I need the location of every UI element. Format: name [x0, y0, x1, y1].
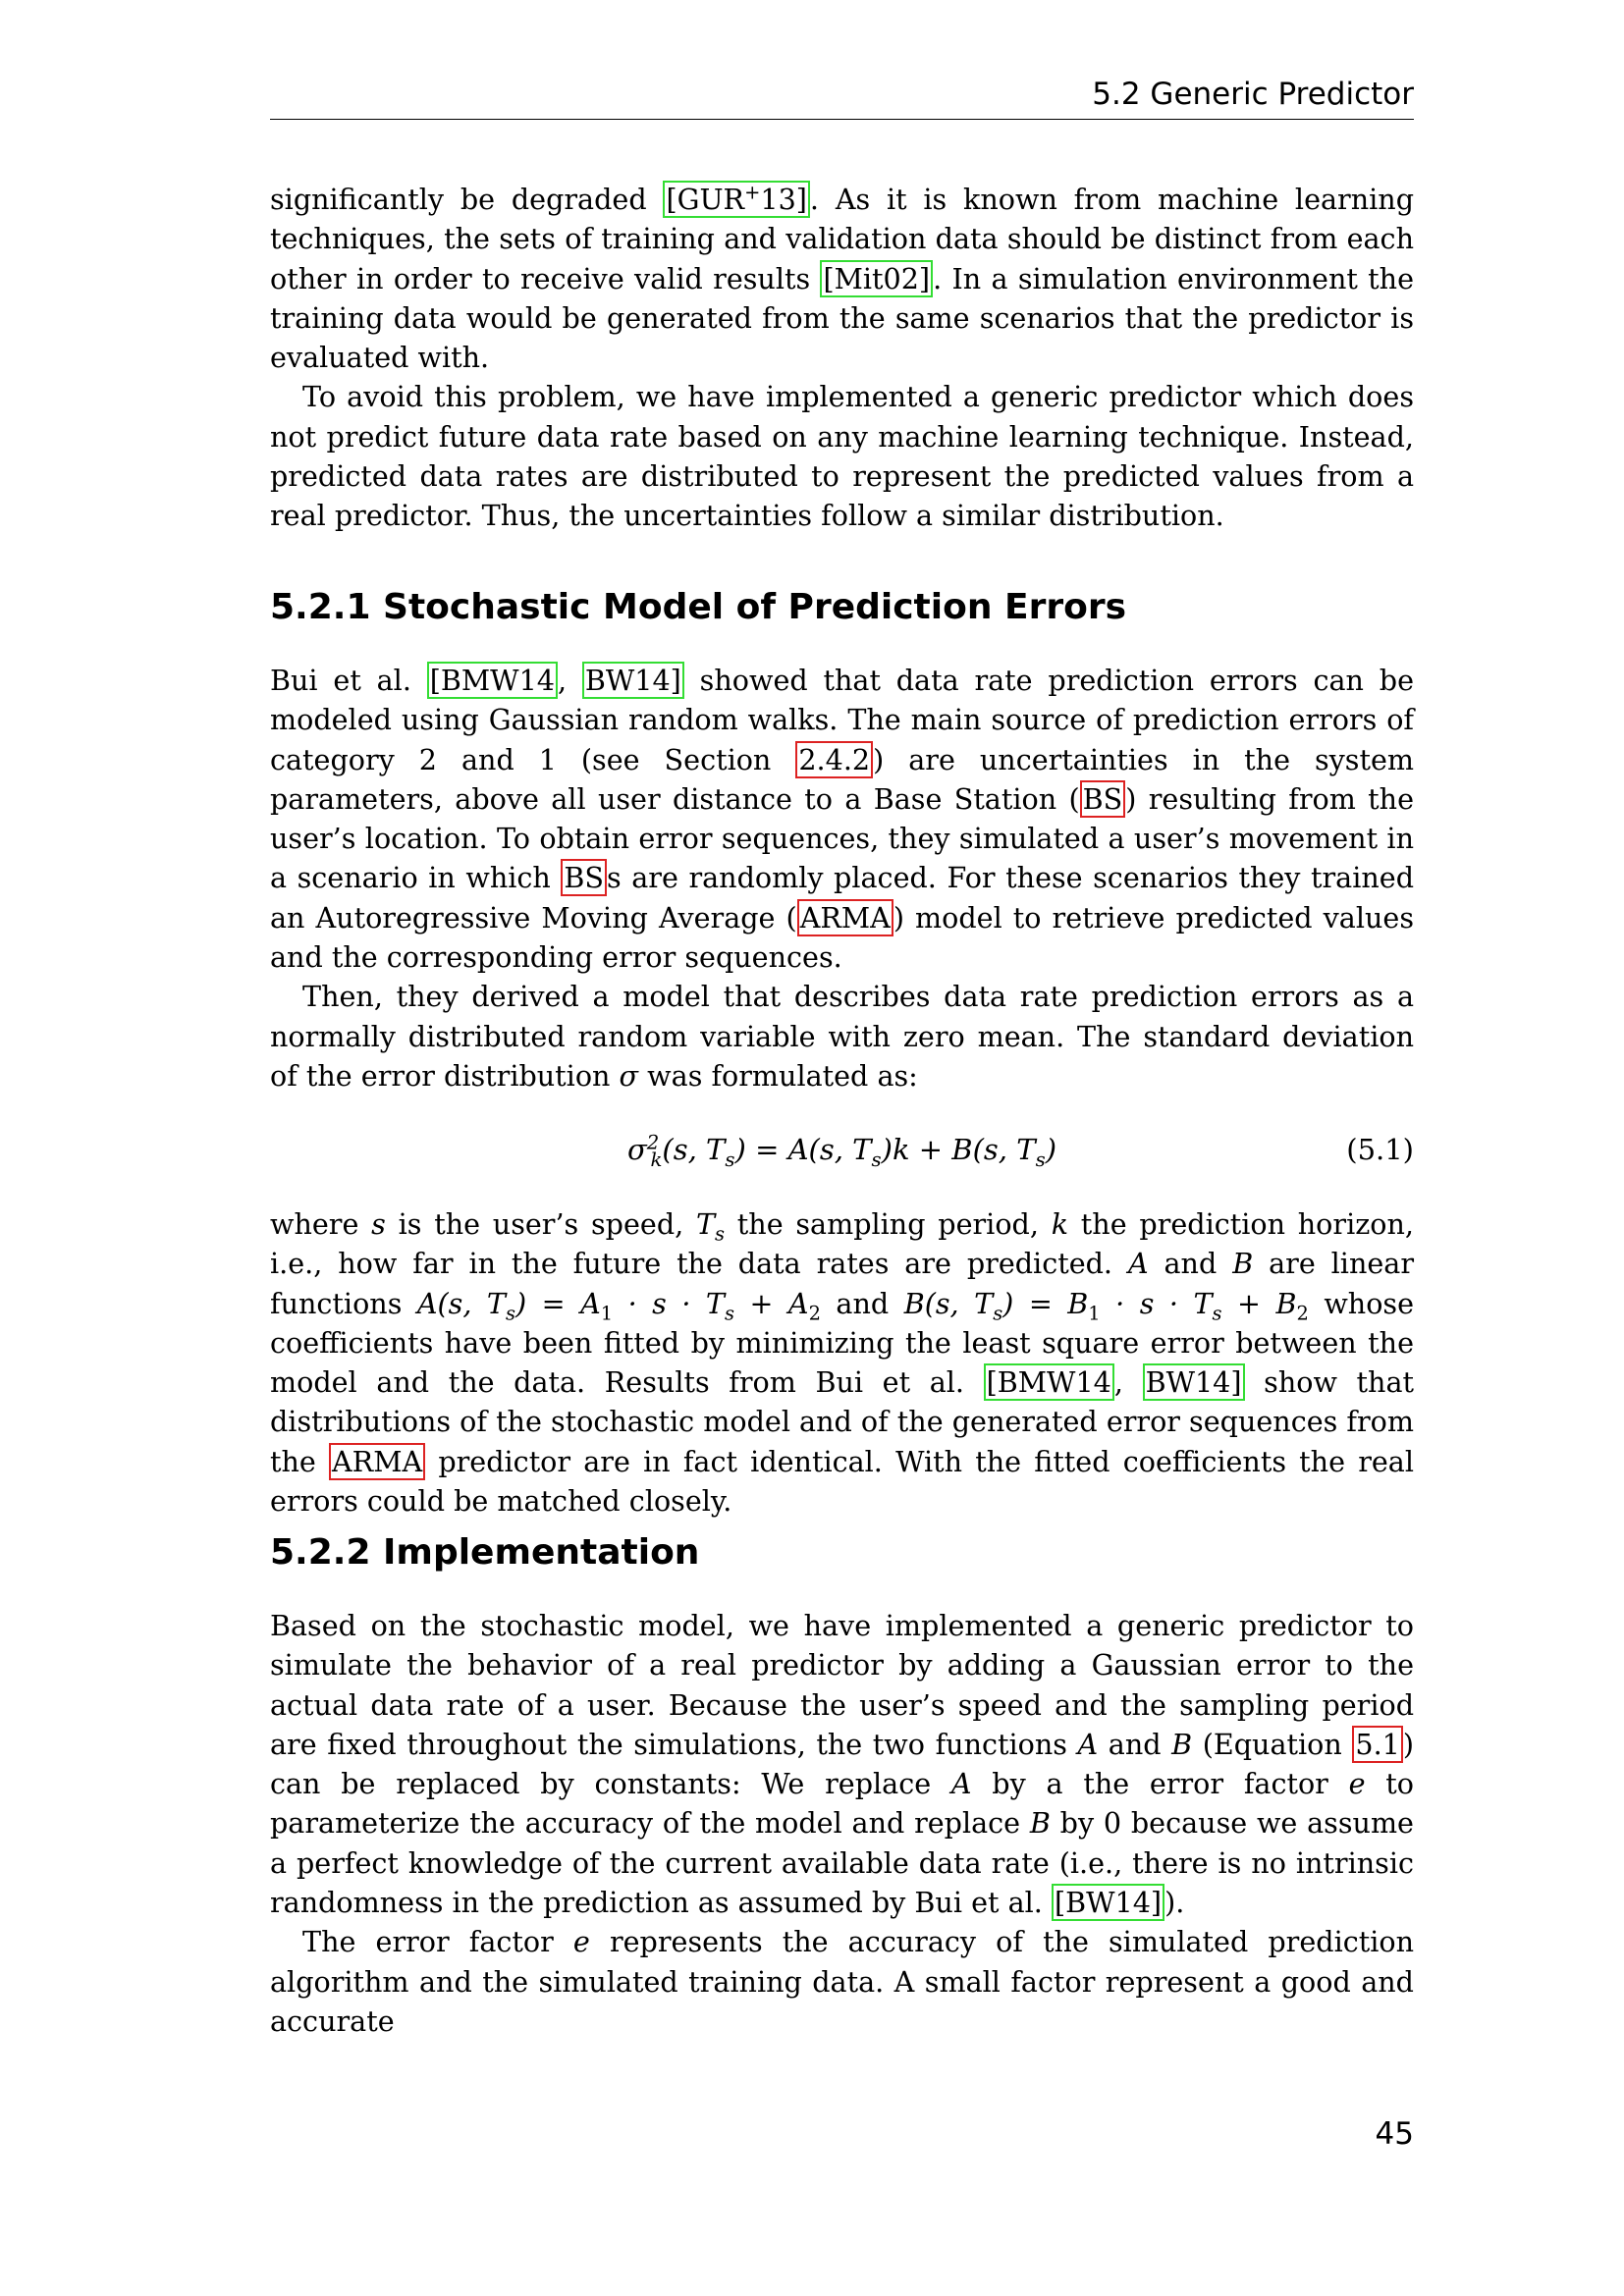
intro-paragraph-2: To avoid this problem, we have implemented a generic predictor which does not predict future data rate based on any machine learning technique. Instead, predicted data rates are distributed to represent the predicted values from a real predictor. Thus, the uncertainties follow a similar distribution. [270, 380, 1414, 533]
intro-text [270, 180, 1414, 536]
running-head: 5.2 Generic Predictor [1092, 77, 1414, 112]
section-5-2-2-paragraph-1: Based on the stochastic model, we have implemented a generic predictor to simulate the behavior of a real predictor by adding a Gaussian error to the actual data rate of a user. Because the user’s speed and the sampling period are fixed throughout the simulations, the two functions A and B (Equation 5.1 ) can be replaced by constants: We replace A by a the error factor e to parameterize the accuracy of the model and replace B by 0 because we assume a perfect knowledge of the current available data rate (i.e., there is no intrinsic randomness in the prediction as assumed by Bui et al. [BW14] ). [270, 1609, 1415, 1920]
section-heading-5-2-2: 5.2.2 Implementation [270, 1532, 700, 1573]
equation-ref-5-1[interactable]: 5.1 [1352, 1726, 1402, 1763]
intro-paragraph-1 [270, 180, 1414, 377]
citation-link-gur13[interactable]: [GUR+13] [663, 181, 809, 218]
acronym-link-bs[interactable]: BS [1080, 780, 1126, 818]
section-5-2-2-text [270, 1606, 1414, 2041]
section-ref-2-4-2[interactable]: 2.4.2 [795, 741, 873, 778]
section-5-2-2-paragraph-2: The error factor e represents the accuracy of the simulated prediction algorithm and the simulated training data. A small factor represent a good and accurate [270, 1925, 1415, 2038]
citation-link-bw14[interactable]: BW14] [1143, 1363, 1245, 1401]
citation-link-bmw14[interactable]: [BMW14 [984, 1363, 1114, 1401]
equation-number: (5.1) [1346, 1133, 1414, 1166]
equation-body: $\sigma^2_k(s$, $T_s) = A(s$, $T_s)k + B(s$, $T_s$) [626, 1131, 1057, 1171]
acronym-link-arma[interactable]: ARMA [797, 899, 893, 936]
section-5-2-1-paragraph-2: Then, they derived a model that describes data rate prediction errors as a normally distributed random variable with zero mean. The standard deviation of the error distribution σ was formulated as: [270, 980, 1414, 1093]
text-run: . In a simulation environment the training data would be generated from the same scenarios that the predictor is evaluated with. [270, 261, 1414, 375]
section-heading-5-2-1: 5.2.1 Stochastic Model of Prediction Errors [270, 587, 1127, 627]
section-5-2-1-text-continued [270, 1204, 1414, 1521]
acronym-link-arma[interactable]: ARMA [329, 1443, 425, 1480]
citation-link-mit02[interactable]: [Mit02] [820, 260, 933, 297]
citation-link-bw14[interactable]: BW14] [582, 662, 684, 699]
acronym-link-bs[interactable]: BS [561, 859, 607, 896]
section-5-2-1-paragraph-3: where s is the user’s speed, $T_s$ the sampling period, k the prediction horizon, i.e., how far in the future the data rates are predicted. A and B are linear functions A(s, $T_s) = A_1 \cdot s \cdot T_s + A_2$ and B(s, $T_s) = B_1 \cdot s \cdot T_s + B_2$ whose coefficients have been fitted by minimizing the least square error between the model and the data. Results from Bui et al. [BMW14 , BW14] show that distributions of the stochastic model and of the generated error sequences from the ARMA predictor are in fact identical. With the fitted coefficients the real errors could be matched closely. [270, 1207, 1415, 1519]
header-rule [270, 119, 1414, 120]
citation-link-bmw14[interactable]: [BMW14 [427, 662, 558, 699]
page-number: 45 [1375, 2116, 1414, 2152]
text-run: . As it is known from machine learning techniques, the sets of training and validation data should be distinct from each other in order to receive valid results [270, 183, 1414, 295]
section-5-2-1-text [270, 661, 1414, 1095]
text-run: significantly be degraded [270, 183, 664, 216]
citation-link-bw14[interactable]: [BW14] [1052, 1884, 1164, 1921]
equation-5-1 [270, 1133, 1414, 1174]
section-5-2-1-paragraph-1: Bui et al. [BMW14 , BW14] showed that data rate prediction errors can be modeled using Gaussian random walks. The main source of prediction errors of category 2 and 1 (see Section 2.4.2 ) are uncertainties in the system parameters, above all user distance to a Base Station ( BS ) resulting from the user’s location. To obtain error sequences, they simulated a user’s movement in a scenario in which BS s are randomly placed. For these scenarios they trained an Autoregressive Moving Average ( ARMA ) model to retrieve predicted values and the corresponding error sequences. [270, 664, 1415, 975]
